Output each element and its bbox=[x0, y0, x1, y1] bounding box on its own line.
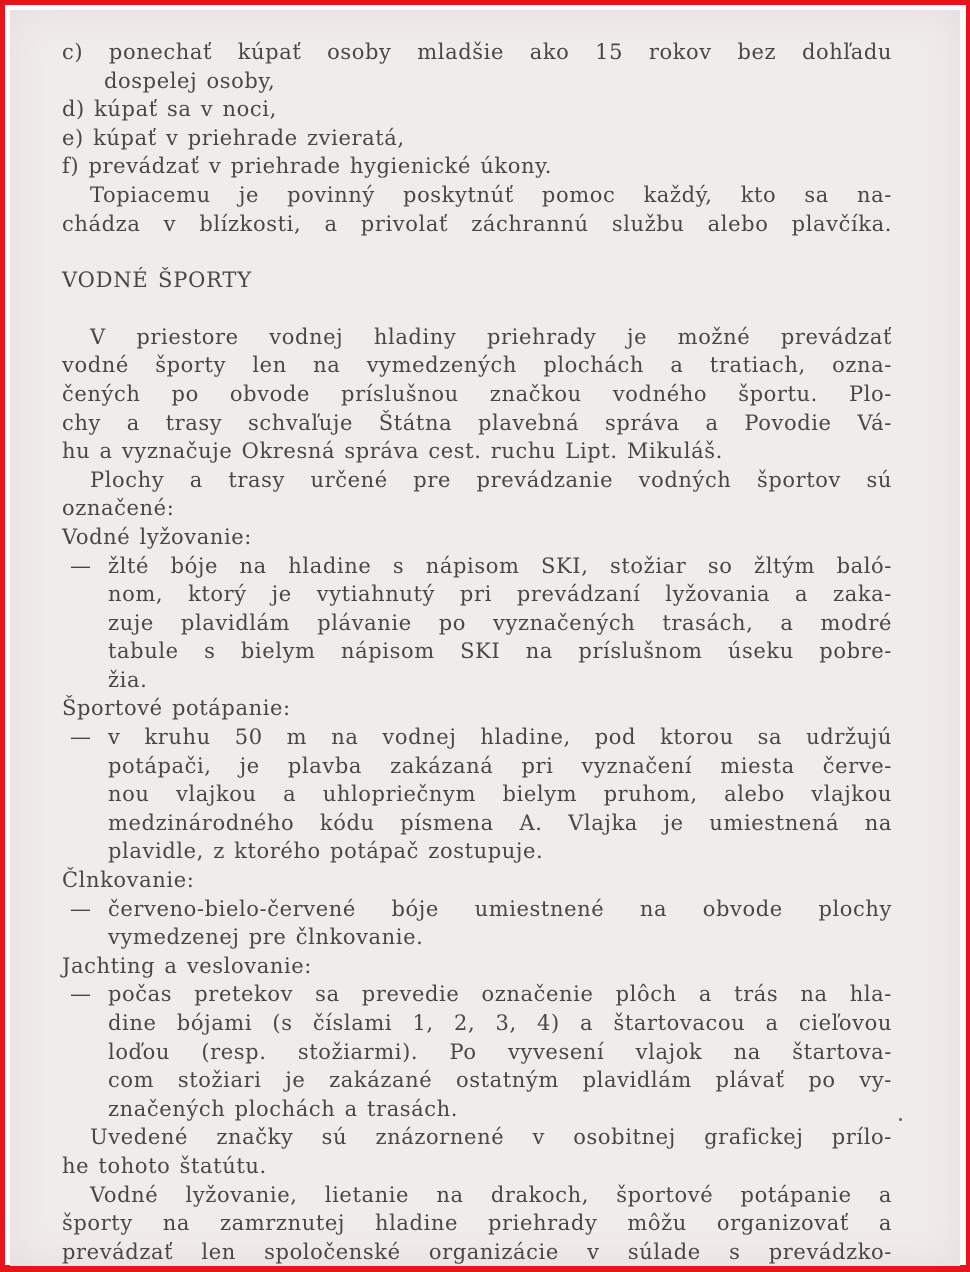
paragraph-line: chádza v blízkosti, a privolať záchrannú službu alebo plavčíka. bbox=[62, 211, 892, 236]
paragraph-line: hu a vyznačuje Okresná správa cest. ruchu Lipt. Mikuláš. bbox=[62, 439, 723, 464]
section-heading: VODNÉ ŠPORTY bbox=[62, 268, 252, 293]
list-item-c-continuation: dospelej osoby, bbox=[104, 68, 276, 93]
paragraph-line: športy na zamrznutej hladine priehrady môžu organizovať a bbox=[62, 1211, 892, 1236]
closing-paragraph bbox=[62, 1181, 892, 1267]
sport-heading: Jachting a veslovanie: bbox=[62, 953, 312, 978]
sport-description-line: vymedzenej pre člnkovanie. bbox=[108, 925, 424, 950]
paragraph-line: čených po obvode príslušnou značkou vodného športu. Plo- bbox=[62, 381, 892, 406]
line-text: počas pretekov sa prevedie označenie plôch a trás na hla- bbox=[108, 982, 892, 1007]
paragraph-line: he tohoto štatútu. bbox=[62, 1153, 267, 1178]
sport-description-line: dine bójami (s číslami 1, 2, 3, 4) a štartovacou a cieľovou bbox=[108, 1011, 892, 1035]
sport-description-line: medzinárodného kódu písmena A. Vlajka je umiestnená na bbox=[108, 810, 892, 835]
dash-marker: — bbox=[70, 982, 92, 1007]
sport-sailing-rowing bbox=[62, 952, 892, 1124]
paragraph-line: označené: bbox=[62, 496, 175, 521]
sport-heading: Športové potápanie: bbox=[62, 696, 291, 721]
sport-description-line bbox=[62, 723, 892, 752]
sport-description-line: žia. bbox=[108, 667, 148, 692]
sport-heading: Vodné lyžovanie: bbox=[62, 524, 252, 549]
paragraph-line: Vodné lyžovanie, lietanie na drakoch, športové potápanie a bbox=[90, 1182, 892, 1207]
line-text: žlté bóje na hladine s nápisom SKI, stožiar so žltým baló- bbox=[108, 553, 892, 578]
sport-description-line: značených plochách a trasách. bbox=[108, 1096, 459, 1121]
sport-description-line: tabule s bielym nápisom SKI na príslušnom úseku pobre- bbox=[108, 639, 892, 664]
sport-description-line: nou vlajkou a uhlopriečnym bielym pruhom, alebo vlajkou bbox=[108, 782, 892, 807]
sport-description-line bbox=[62, 552, 892, 581]
sport-description-line: loďou (resp. stožiarmi). Po vyvesení vlajok na štartova- bbox=[108, 1039, 892, 1064]
prohibition-list bbox=[62, 38, 892, 181]
paragraph-line: Plochy a trasy určené pre prevádzanie vodných športov sú bbox=[90, 467, 892, 492]
sport-description-line: com stožiari je zakázané ostatným plavidlám plávať po vy- bbox=[108, 1068, 892, 1093]
intro-paragraph bbox=[62, 323, 892, 466]
list-item-f: f) prevádzať v priehrade hygienické úkony. bbox=[62, 154, 553, 179]
paragraph-line: prevádzať len spoločenské organizácie v súlade s prevádzko- bbox=[62, 1239, 892, 1264]
paragraph-line: V priestore vodnej hladiny priehrady je možné prevádzať bbox=[90, 324, 892, 349]
page-text bbox=[62, 38, 892, 1266]
paragraph-line: chy a trasy schvaľuje Štátna plavebná správa a Povodie Vá- bbox=[62, 410, 892, 435]
paragraph-line: Uvedené značky sú znázornené v osobitnej grafickej prílo- bbox=[90, 1125, 892, 1150]
sport-description-line bbox=[62, 980, 892, 1009]
sport-water-skiing bbox=[62, 523, 892, 695]
sport-description-line: zuje plavidlám plávanie po vyznačených trasách, a modré bbox=[108, 610, 892, 635]
scanned-page bbox=[10, 10, 960, 1266]
dash-marker: — bbox=[70, 725, 92, 750]
dash-marker: — bbox=[70, 896, 92, 921]
sport-description-line: plavidle, z ktorého potápač zostupuje. bbox=[108, 839, 544, 864]
list-item-d: d) kúpať sa v noci, bbox=[62, 97, 277, 122]
scan-speck bbox=[899, 1118, 902, 1121]
sport-diving bbox=[62, 694, 892, 866]
list-item-c: c) ponechať kúpať osoby mladšie ako 15 rokov bez dohľadu bbox=[62, 40, 892, 64]
sport-description-line bbox=[62, 895, 892, 924]
sport-boating bbox=[62, 866, 892, 952]
paragraph-line: Topiacemu je povinný poskytnúť pomoc každý, kto sa na- bbox=[90, 182, 892, 207]
sport-heading: Člnkovanie: bbox=[62, 868, 195, 893]
marked-paragraph bbox=[62, 466, 892, 523]
sport-description-line: nom, ktorý je vytiahnutý pri prevádzaní lyžovania a zaka- bbox=[108, 582, 892, 607]
rescue-paragraph bbox=[62, 181, 892, 238]
dash-marker: — bbox=[70, 553, 92, 578]
list-item-e: e) kúpať v priehrade zvieratá, bbox=[62, 125, 405, 150]
line-text: v kruhu 50 m na vodnej hladine, pod ktorou sa udržujú bbox=[108, 725, 892, 750]
signs-paragraph bbox=[62, 1123, 892, 1180]
line-text: červeno-bielo-červené bóje umiestnené na obvode plochy bbox=[108, 896, 892, 921]
paragraph-line: vodné športy len na vymedzených plochách a tratiach, ozna- bbox=[62, 353, 892, 378]
sport-description-line: potápači, je plavba zakázaná pri vyznačení miesta červe- bbox=[108, 753, 892, 778]
